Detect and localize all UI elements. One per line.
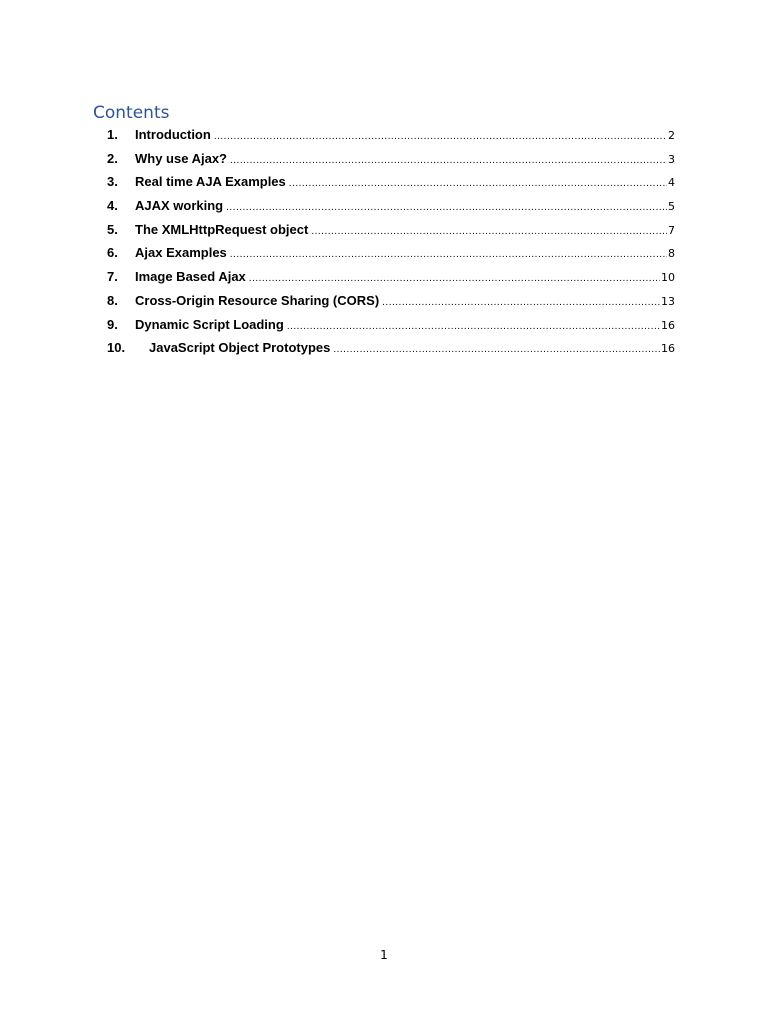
toc-entry-title[interactable]: AJAX working	[135, 198, 224, 214]
toc-dot-leader	[289, 174, 667, 194]
toc-entry-title[interactable]: The XMLHttpRequest object	[135, 221, 309, 237]
toc-entry-page[interactable]: 4	[668, 176, 675, 190]
toc-entry-number: 10.	[107, 340, 126, 356]
toc-entry-title[interactable]: Dynamic Script Loading	[135, 316, 284, 332]
toc-dot-leader	[230, 245, 667, 265]
toc-entry-number: 1.	[107, 127, 118, 142]
toc-entry-page[interactable]: 16	[661, 342, 675, 356]
toc-entry-number: 9.	[107, 316, 118, 332]
toc-dot-leader	[249, 269, 660, 289]
toc-entry-real-time-examples[interactable]	[107, 172, 675, 196]
toc-entry-ajax-working[interactable]	[107, 196, 675, 220]
toc-entry-number: 5.	[107, 221, 118, 237]
toc-entry-object-prototypes[interactable]	[107, 338, 675, 362]
toc-entry-page[interactable]: 16	[661, 318, 675, 332]
toc-entry-page[interactable]: 2	[668, 129, 675, 142]
toc-entry-image-based-ajax[interactable]	[107, 267, 675, 291]
toc-list	[107, 125, 675, 362]
toc-entry-page[interactable]: 10	[661, 271, 675, 285]
toc-entry-number: 6.	[107, 245, 118, 261]
toc-dot-leader	[226, 198, 667, 218]
toc-heading: Contents	[93, 103, 170, 123]
toc-entry-number: 3.	[107, 174, 118, 190]
toc-dot-leader	[287, 317, 660, 337]
toc-dot-leader	[333, 340, 660, 360]
toc-entry-title[interactable]: Ajax Examples	[135, 245, 227, 261]
toc-entry-number: 7.	[107, 269, 118, 285]
toc-dot-leader	[382, 293, 660, 313]
toc-entry-introduction[interactable]	[107, 125, 675, 149]
toc-dot-leader	[214, 127, 667, 147]
toc-entry-title[interactable]: JavaScript Object Prototypes	[149, 340, 331, 356]
toc-entry-xmlhttprequest[interactable]	[107, 220, 675, 244]
toc-entry-number: 8.	[107, 292, 118, 308]
toc-entry-page[interactable]: 8	[668, 247, 675, 261]
page-number: 1	[380, 948, 388, 962]
toc-dot-leader	[311, 222, 667, 242]
toc-entry-page[interactable]: 3	[668, 152, 675, 166]
toc-dot-leader	[230, 151, 667, 171]
toc-entry-title[interactable]: Cross-Origin Resource Sharing (CORS)	[135, 292, 380, 308]
toc-entry-title[interactable]: Image Based Ajax	[135, 269, 246, 285]
toc-entry-page[interactable]: 5	[668, 200, 675, 214]
toc-entry-why-use-ajax[interactable]	[107, 149, 675, 173]
toc-entry-cors[interactable]	[107, 291, 675, 315]
toc-entry-dynamic-script-loading[interactable]	[107, 315, 675, 339]
toc-entry-page[interactable]: 13	[661, 294, 675, 308]
toc-entry-title[interactable]: Real time AJA Examples	[135, 174, 286, 190]
toc-entry-number: 4.	[107, 198, 118, 214]
toc-entry-ajax-examples[interactable]	[107, 243, 675, 267]
toc-entry-number: 2.	[107, 150, 118, 166]
toc-entry-title[interactable]: Introduction	[135, 127, 211, 142]
toc-entry-page[interactable]: 7	[668, 223, 675, 237]
toc-entry-title[interactable]: Why use Ajax?	[135, 150, 227, 166]
